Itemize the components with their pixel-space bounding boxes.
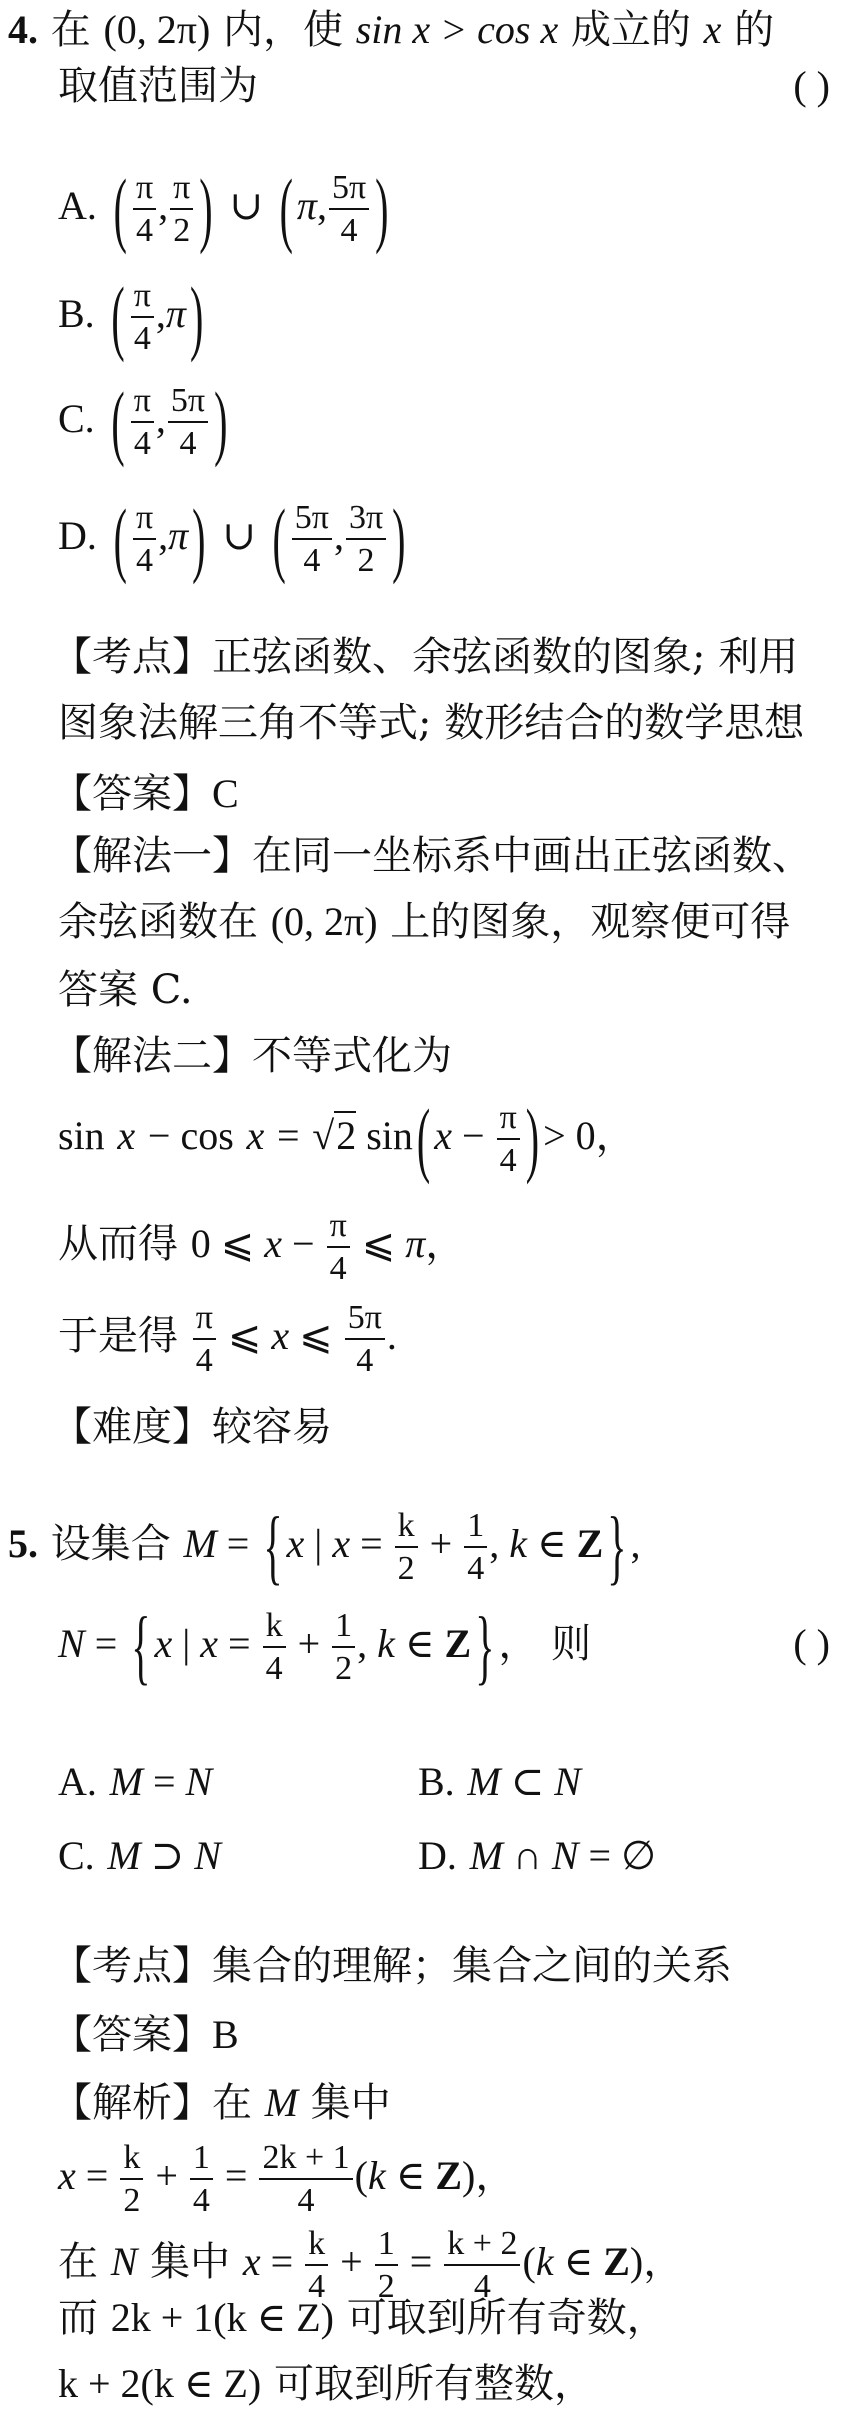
q4-method2-line1: 【解法二】不等式化为 <box>52 1033 452 1079</box>
q4-stem-var: x <box>703 7 722 52</box>
q5-jiexi-line3: 在 N 集中 x = $\frac{k}{4}$ + $\frac{1}{2}$ = $\frac{k + 2}{4}$ (k ∈ Z)， <box>58 2225 684 2305</box>
q5-jiexi-line4: 而 2k + 1(k ∈ Z) 可取到所有奇数， <box>58 2295 667 2341</box>
q5-stem-line1: 5. 设集合 M = { x | x = $\frac{k}{2}$ + $\frac{1}{4}$ , k ∈ Z } , <box>8 1498 641 1594</box>
q5-stem-suffix: 则 <box>551 1621 592 1668</box>
q5-answer-bracket: ( ) <box>793 1621 830 1666</box>
q4-method1-line1: 【解法一】在同一坐标系中画出正弦函数、 <box>52 833 812 879</box>
q4-kaodian-line2: 图象法解三角不等式; 数形结合的数学思想 <box>58 700 805 746</box>
q4-answer: C <box>212 771 239 816</box>
q4-kaodian-line1: 【考点】正弦函数、余弦函数的图象; 利用 <box>52 634 799 680</box>
q4-option-a: A. ( $\frac{\pi}{4}$ , $\frac{\pi}{2}$ ) ∪ ( π, $\frac{5\pi}{4}$ ) <box>58 160 389 256</box>
q4-method1-line3: 答案 C. <box>58 967 193 1013</box>
q4-difficulty: 较容易 <box>212 1404 332 1450</box>
q4-method1-line2: 余弦函数在 (0, 2π) 上的图象，观察便可得 <box>58 899 791 945</box>
q4-method2-equation: sin x − cos x = √2 sin ( x − $\frac{\pi}{4}$ ) > 0， <box>58 1090 636 1186</box>
q5-option-d: D. M ∩ N = ∅ <box>418 1833 656 1878</box>
q5-stem-prefix: 设集合 <box>50 1521 171 1568</box>
q4-answer-bracket: ( ) <box>793 63 830 108</box>
q5-jiexi-line1: 【解析】在 M 集中 <box>52 2080 391 2126</box>
q4-difficulty-line <box>52 1404 332 1450</box>
q4-option-b: B. ( $\frac{\pi}{4}$ ,π ) <box>58 268 204 364</box>
q4-difficulty-tag: 【难度】 <box>52 1404 212 1450</box>
q4-stem-suffix: 的 <box>734 7 775 53</box>
q4-stem-prefix: 在 <box>50 7 91 53</box>
q4-kaodian-tag: 【考点】 <box>52 634 212 680</box>
q4-method2-tag: 【解法二】 <box>52 1033 252 1079</box>
q5-jiexi-line5: k + 2(k ∈ Z) 可取到所有整数， <box>58 2361 594 2407</box>
q5-option-b: B. M ⊂ N <box>418 1759 581 1804</box>
q4-option-c: C. ( $\frac{\pi}{4}$ , $\frac{5\pi}{4}$ ) <box>58 373 228 469</box>
q5-answer-tag: 【答案】 <box>52 2012 212 2058</box>
q4-method1-tag: 【解法一】 <box>52 833 252 879</box>
q4-stem-mid2: 成立的 <box>570 7 691 53</box>
q4-answer-tag: 【答案】 <box>52 771 212 817</box>
q5-answer-line <box>52 2012 239 2058</box>
q5-number: 5. <box>8 1521 38 1567</box>
q5-kaodian-tag: 【考点】 <box>52 1943 212 1989</box>
q4-stem-interval: (0, 2π) <box>103 7 211 52</box>
q4-number: 4. <box>8 7 38 52</box>
q4-stem-mid1: 内，使 <box>223 7 343 53</box>
q5-stem-line2: N = { x | x = $\frac{k}{4}$ + $\frac{1}{2}$ , k ∈ Z } ， 则 <box>58 1598 592 1694</box>
q4-method2-line4: 于是得 $\frac{\pi}{4}$ ⩽ x ⩽ $\frac{5\pi}{4}$ . <box>58 1299 397 1379</box>
q5-option-a: A. M = N <box>58 1759 213 1804</box>
q5-answer: B <box>212 2012 239 2057</box>
q4-stem-inequality: sin x > cos x <box>355 7 559 52</box>
q4-method2-line3: 从而得 0 ⩽ x − $\frac{\pi}{4}$ ⩽ π， <box>58 1207 466 1287</box>
q5-option-c: C. M ⊃ N <box>58 1833 221 1878</box>
q5-jiexi-line2: x = $\frac{k}{2}$ + $\frac{1}{4}$ = $\frac{2k + 1}{4}$ (k ∈ Z)， <box>58 2139 516 2219</box>
q4-stem-line2: 取值范围为 <box>58 63 258 109</box>
q4-stem-line1 <box>8 7 775 53</box>
q4-option-d: D. ( $\frac{\pi}{4}$ ,π ) ∪ ( $\frac{5\pi}{4}$ , $\frac{3\pi}{2}$ ) <box>58 490 406 586</box>
q5-kaodian-line: 【考点】集合的理解；集合之间的关系 <box>52 1943 732 1989</box>
q4-answer-line <box>52 771 239 817</box>
q5-jiexi-tag: 【解析】 <box>52 2080 212 2126</box>
